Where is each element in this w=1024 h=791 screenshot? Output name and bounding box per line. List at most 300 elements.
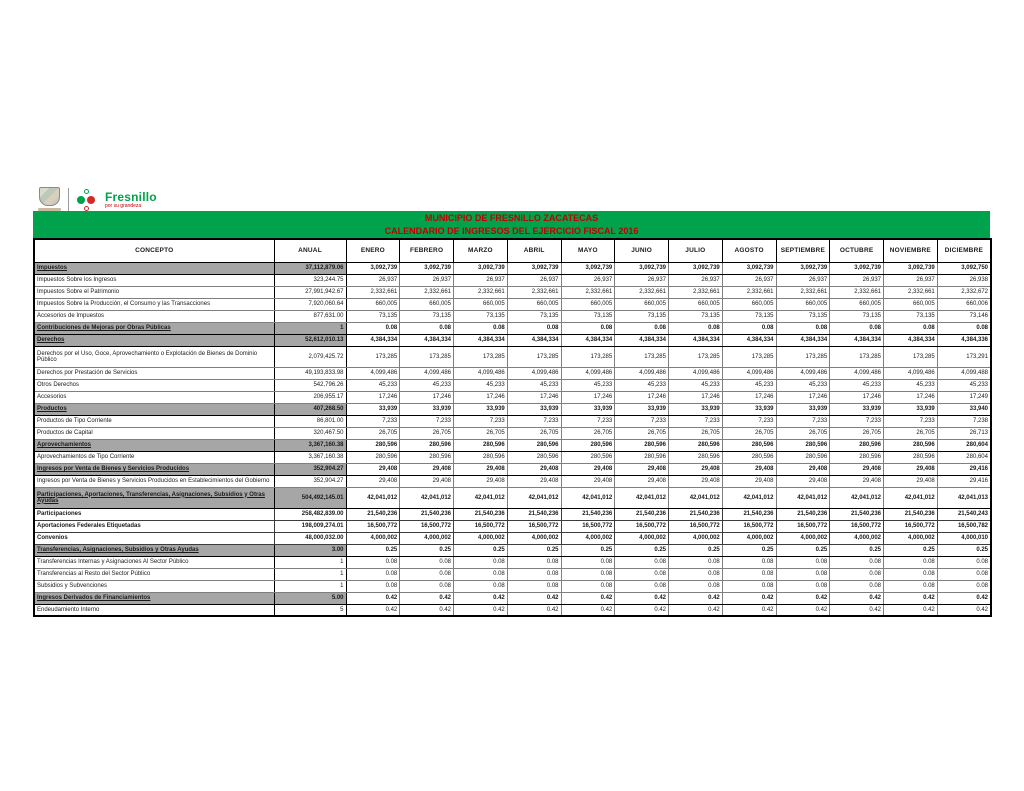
month-cell: 45,233 [830, 379, 884, 391]
month-cell: 21,540,236 [561, 508, 615, 520]
month-cell: 26,937 [884, 274, 938, 286]
fresnillo-dots-icon [76, 188, 98, 212]
month-cell: 0.42 [669, 592, 723, 604]
month-cell: 173,285 [830, 346, 884, 367]
column-header-septiembre: SEPTIEMBRE [776, 239, 830, 262]
concepto-cell: Transferencias Internas y Asignaciones Al Sector Público [34, 556, 274, 568]
month-cell: 42,041,012 [776, 487, 830, 508]
month-cell: 21,540,236 [346, 508, 400, 520]
month-cell: 3,092,739 [507, 262, 561, 274]
table-row [34, 592, 991, 604]
anual-cell: 352,904.27 [274, 463, 346, 475]
month-cell: 173,285 [722, 346, 776, 367]
month-cell: 0.42 [937, 592, 991, 604]
month-cell: 0.42 [669, 604, 723, 616]
month-cell: 26,705 [346, 427, 400, 439]
ingresos-table-wrapper [33, 238, 990, 617]
concepto-cell: Impuestos Sobre el Patrimonio [34, 286, 274, 298]
month-cell: 16,500,772 [669, 520, 723, 532]
month-cell: 280,596 [776, 451, 830, 463]
concepto-cell: Impuestos [34, 262, 274, 274]
month-cell: 4,099,486 [615, 367, 669, 379]
month-cell: 280,596 [722, 451, 776, 463]
column-header-noviembre: NOVIEMBRE [884, 239, 938, 262]
month-cell: 26,937 [346, 274, 400, 286]
logo-divider [68, 188, 69, 212]
column-header-diciembre: DICIEMBRE [937, 239, 991, 262]
month-cell: 0.08 [400, 556, 454, 568]
month-cell: 16,500,772 [507, 520, 561, 532]
month-cell: 26,937 [561, 274, 615, 286]
month-cell: 0.42 [722, 604, 776, 616]
month-cell: 0.25 [669, 544, 723, 556]
month-cell: 0.08 [776, 568, 830, 580]
month-cell: 0.42 [615, 592, 669, 604]
ingresos-table [33, 238, 992, 617]
month-cell: 16,500,782 [937, 520, 991, 532]
month-cell: 45,233 [346, 379, 400, 391]
concepto-cell: Ingresos por Venta de Bienes y Servicios Producidos en Establecimientos del Gobierno [34, 475, 274, 487]
month-cell: 73,135 [884, 310, 938, 322]
month-cell: 26,705 [830, 427, 884, 439]
month-cell: 4,099,486 [722, 367, 776, 379]
month-cell: 17,246 [561, 391, 615, 403]
anual-cell: 52,612,010.13 [274, 334, 346, 346]
month-cell: 7,233 [722, 415, 776, 427]
month-cell: 7,233 [561, 415, 615, 427]
month-cell: 0.25 [346, 544, 400, 556]
month-cell: 0.08 [884, 580, 938, 592]
month-cell: 0.08 [669, 580, 723, 592]
month-cell: 33,939 [884, 403, 938, 415]
column-header-mayo: MAYO [561, 239, 615, 262]
month-cell: 0.25 [937, 544, 991, 556]
month-cell: 660,005 [561, 298, 615, 310]
month-cell: 29,408 [722, 463, 776, 475]
month-cell: 33,939 [615, 403, 669, 415]
month-cell: 73,135 [507, 310, 561, 322]
month-cell: 3,092,739 [776, 262, 830, 274]
month-cell: 73,135 [615, 310, 669, 322]
month-cell: 280,596 [669, 451, 723, 463]
month-cell: 0.42 [615, 604, 669, 616]
anual-cell: 198,009,274.01 [274, 520, 346, 532]
month-cell: 280,596 [507, 451, 561, 463]
month-cell: 26,938 [937, 274, 991, 286]
concepto-cell: Otros Derechos [34, 379, 274, 391]
month-cell: 0.08 [346, 568, 400, 580]
month-cell: 660,005 [669, 298, 723, 310]
month-cell: 660,005 [776, 298, 830, 310]
month-cell: 0.08 [507, 556, 561, 568]
month-cell: 4,384,334 [830, 334, 884, 346]
month-cell: 0.42 [507, 604, 561, 616]
month-cell: 33,939 [722, 403, 776, 415]
anual-cell: 5 [274, 604, 346, 616]
month-cell: 4,000,002 [454, 532, 508, 544]
month-cell: 4,000,002 [507, 532, 561, 544]
month-cell: 73,135 [346, 310, 400, 322]
month-cell: 29,408 [454, 463, 508, 475]
month-cell: 7,238 [937, 415, 991, 427]
month-cell: 42,041,012 [884, 487, 938, 508]
month-cell: 73,135 [669, 310, 723, 322]
anual-cell: 504,492,145.01 [274, 487, 346, 508]
concepto-cell: Transferencias, Asignaciones, Subsidios y Otras Ayudas [34, 544, 274, 556]
month-cell: 73,135 [454, 310, 508, 322]
anual-cell: 1 [274, 556, 346, 568]
month-cell: 17,249 [937, 391, 991, 403]
month-cell: 0.42 [454, 604, 508, 616]
month-cell: 0.08 [776, 322, 830, 334]
month-cell: 17,246 [615, 391, 669, 403]
month-cell: 0.08 [937, 580, 991, 592]
month-cell: 29,408 [669, 475, 723, 487]
month-cell: 26,937 [454, 274, 508, 286]
month-cell: 29,408 [776, 463, 830, 475]
month-cell: 29,408 [346, 475, 400, 487]
month-cell: 73,135 [830, 310, 884, 322]
title-line-2: CALENDARIO DE INGRESOS DEL EJERCICIO FISCAL 2016 [384, 226, 639, 236]
month-cell: 3,092,739 [346, 262, 400, 274]
month-cell: 45,233 [776, 379, 830, 391]
month-cell: 0.25 [454, 544, 508, 556]
anual-cell: 206,955.17 [274, 391, 346, 403]
month-cell: 2,332,661 [346, 286, 400, 298]
month-cell: 4,099,486 [346, 367, 400, 379]
month-cell: 4,099,486 [400, 367, 454, 379]
concepto-cell: Ingresos por Venta de Bienes y Servicios Producidos [34, 463, 274, 475]
month-cell: 7,233 [346, 415, 400, 427]
month-cell: 21,540,236 [615, 508, 669, 520]
month-cell: 4,000,002 [830, 532, 884, 544]
table-row [34, 580, 991, 592]
column-header-agosto: AGOSTO [722, 239, 776, 262]
month-cell: 280,596 [615, 439, 669, 451]
concepto-cell: Derechos por el Uso, Goce, Aprovechamiento o Explotación de Bienes de Dominio Público [34, 346, 274, 367]
month-cell: 21,540,236 [400, 508, 454, 520]
month-cell: 29,408 [400, 463, 454, 475]
column-header-octubre: OCTUBRE [830, 239, 884, 262]
month-cell: 17,246 [884, 391, 938, 403]
month-cell: 73,135 [400, 310, 454, 322]
month-cell: 0.42 [830, 592, 884, 604]
anual-cell: 542,796.26 [274, 379, 346, 391]
month-cell: 42,041,012 [454, 487, 508, 508]
table-row [34, 367, 991, 379]
month-cell: 26,937 [615, 274, 669, 286]
concepto-cell: Derechos [34, 334, 274, 346]
month-cell: 2,332,661 [669, 286, 723, 298]
month-cell: 3,092,739 [561, 262, 615, 274]
month-cell: 0.08 [830, 568, 884, 580]
month-cell: 42,041,012 [561, 487, 615, 508]
table-header-row [34, 239, 991, 262]
month-cell: 29,416 [937, 475, 991, 487]
month-cell: 7,233 [400, 415, 454, 427]
month-cell: 4,384,334 [454, 334, 508, 346]
month-cell: 0.08 [722, 322, 776, 334]
month-cell: 0.08 [561, 568, 615, 580]
month-cell: 0.08 [669, 322, 723, 334]
table-row [34, 532, 991, 544]
month-cell: 660,006 [937, 298, 991, 310]
month-cell: 21,540,236 [722, 508, 776, 520]
table-row [34, 604, 991, 616]
month-cell: 3,092,739 [615, 262, 669, 274]
month-cell: 33,939 [669, 403, 723, 415]
brand-text [105, 191, 157, 209]
title-line-1: MUNICIPIO DE FRESNILLO ZACATECAS [424, 213, 599, 223]
month-cell: 2,332,661 [884, 286, 938, 298]
month-cell: 0.42 [400, 604, 454, 616]
month-cell: 45,233 [884, 379, 938, 391]
month-cell: 0.08 [884, 568, 938, 580]
concepto-cell: Productos de Tipo Corriente [34, 415, 274, 427]
month-cell: 7,233 [507, 415, 561, 427]
column-header-anual: ANUAL [274, 239, 346, 262]
table-row [34, 487, 991, 508]
month-cell: 0.25 [561, 544, 615, 556]
month-cell: 0.42 [830, 604, 884, 616]
anual-cell: 323,244.75 [274, 274, 346, 286]
month-cell: 33,939 [507, 403, 561, 415]
month-cell: 660,005 [507, 298, 561, 310]
month-cell: 280,596 [615, 451, 669, 463]
month-cell: 42,041,012 [507, 487, 561, 508]
month-cell: 17,246 [830, 391, 884, 403]
month-cell: 4,099,486 [507, 367, 561, 379]
month-cell: 42,041,012 [830, 487, 884, 508]
month-cell: 45,233 [507, 379, 561, 391]
column-header-concepto: CONCEPTO [34, 239, 274, 262]
month-cell: 0.42 [722, 592, 776, 604]
month-cell: 4,000,002 [776, 532, 830, 544]
month-cell: 16,500,772 [722, 520, 776, 532]
month-cell: 7,233 [615, 415, 669, 427]
month-cell: 45,233 [561, 379, 615, 391]
month-cell: 73,135 [561, 310, 615, 322]
concepto-cell: Participaciones [34, 508, 274, 520]
column-header-marzo: MARZO [454, 239, 508, 262]
month-cell: 0.08 [507, 322, 561, 334]
table-row [34, 379, 991, 391]
anual-cell: 258,482,839.00 [274, 508, 346, 520]
month-cell: 0.08 [346, 580, 400, 592]
month-cell: 0.25 [830, 544, 884, 556]
month-cell: 26,937 [400, 274, 454, 286]
month-cell: 3,092,739 [669, 262, 723, 274]
month-cell: 26,705 [722, 427, 776, 439]
month-cell: 29,408 [561, 463, 615, 475]
month-cell: 0.08 [937, 556, 991, 568]
month-cell: 29,408 [776, 475, 830, 487]
anual-cell: 877,631.00 [274, 310, 346, 322]
concepto-cell: Accesorios de Impuestos [34, 310, 274, 322]
month-cell: 17,246 [400, 391, 454, 403]
month-cell: 0.42 [776, 592, 830, 604]
month-cell: 0.08 [830, 556, 884, 568]
table-row [34, 274, 991, 286]
month-cell: 7,233 [776, 415, 830, 427]
month-cell: 280,596 [400, 439, 454, 451]
month-cell: 0.08 [722, 556, 776, 568]
month-cell: 3,092,739 [722, 262, 776, 274]
table-row [34, 346, 991, 367]
month-cell: 45,233 [937, 379, 991, 391]
month-cell: 280,596 [830, 451, 884, 463]
table-row [34, 451, 991, 463]
month-cell: 0.08 [400, 322, 454, 334]
month-cell: 29,408 [884, 463, 938, 475]
month-cell: 42,041,012 [615, 487, 669, 508]
month-cell: 0.08 [776, 556, 830, 568]
month-cell: 660,005 [400, 298, 454, 310]
month-cell: 0.08 [561, 322, 615, 334]
month-cell: 16,500,772 [776, 520, 830, 532]
month-cell: 0.42 [346, 592, 400, 604]
month-cell: 0.08 [400, 568, 454, 580]
month-cell: 16,500,772 [884, 520, 938, 532]
month-cell: 26,705 [669, 427, 723, 439]
anual-cell: 1 [274, 580, 346, 592]
month-cell: 4,000,010 [937, 532, 991, 544]
month-cell: 33,939 [346, 403, 400, 415]
month-cell: 4,384,334 [346, 334, 400, 346]
month-cell: 29,408 [722, 475, 776, 487]
anual-cell: 352,904.27 [274, 475, 346, 487]
month-cell: 45,233 [722, 379, 776, 391]
concepto-cell: Endeudamiento Interno [34, 604, 274, 616]
anual-cell: 86,801.00 [274, 415, 346, 427]
anual-cell: 3,367,160.38 [274, 451, 346, 463]
month-cell: 42,041,012 [722, 487, 776, 508]
month-cell: 0.08 [830, 580, 884, 592]
column-header-julio: JULIO [669, 239, 723, 262]
month-cell: 0.25 [884, 544, 938, 556]
municipal-crest-icon [38, 187, 61, 213]
month-cell: 26,705 [400, 427, 454, 439]
table-row [34, 262, 991, 274]
month-cell: 173,285 [776, 346, 830, 367]
month-cell: 4,000,002 [669, 532, 723, 544]
month-cell: 0.25 [400, 544, 454, 556]
column-header-enero: ENERO [346, 239, 400, 262]
table-row [34, 439, 991, 451]
month-cell: 0.42 [507, 592, 561, 604]
month-cell: 0.08 [669, 568, 723, 580]
month-cell: 280,596 [830, 439, 884, 451]
month-cell: 21,540,236 [884, 508, 938, 520]
month-cell: 660,005 [346, 298, 400, 310]
concepto-cell: Aportaciones Federales Etiquetadas [34, 520, 274, 532]
month-cell: 173,291 [937, 346, 991, 367]
month-cell: 26,937 [830, 274, 884, 286]
month-cell: 280,596 [454, 451, 508, 463]
month-cell: 42,041,013 [937, 487, 991, 508]
month-cell: 7,233 [669, 415, 723, 427]
month-cell: 0.42 [454, 592, 508, 604]
month-cell: 26,705 [615, 427, 669, 439]
month-cell: 0.08 [937, 322, 991, 334]
month-cell: 173,285 [507, 346, 561, 367]
month-cell: 4,384,334 [722, 334, 776, 346]
month-cell: 0.25 [507, 544, 561, 556]
table-row [34, 286, 991, 298]
month-cell: 2,332,661 [454, 286, 508, 298]
month-cell: 29,408 [400, 475, 454, 487]
concepto-cell: Convenios [34, 532, 274, 544]
month-cell: 3,092,750 [937, 262, 991, 274]
table-row [34, 415, 991, 427]
anual-cell: 3.00 [274, 544, 346, 556]
month-cell: 0.08 [884, 556, 938, 568]
month-cell: 4,000,002 [615, 532, 669, 544]
month-cell: 4,000,002 [561, 532, 615, 544]
column-header-junio: JUNIO [615, 239, 669, 262]
month-cell: 660,005 [884, 298, 938, 310]
month-cell: 7,233 [884, 415, 938, 427]
table-row [34, 427, 991, 439]
month-cell: 173,285 [884, 346, 938, 367]
month-cell: 173,285 [346, 346, 400, 367]
month-cell: 280,596 [346, 439, 400, 451]
month-cell: 280,596 [669, 439, 723, 451]
anual-cell: 37,112,879.06 [274, 262, 346, 274]
anual-cell: 5.00 [274, 592, 346, 604]
month-cell: 29,408 [830, 475, 884, 487]
month-cell: 16,500,772 [561, 520, 615, 532]
month-cell: 17,246 [346, 391, 400, 403]
month-cell: 4,099,486 [776, 367, 830, 379]
month-cell: 0.08 [561, 580, 615, 592]
month-cell: 173,285 [400, 346, 454, 367]
table-row [34, 508, 991, 520]
month-cell: 73,135 [722, 310, 776, 322]
month-cell: 0.08 [615, 568, 669, 580]
month-cell: 4,000,002 [400, 532, 454, 544]
table-row [34, 556, 991, 568]
anual-cell: 1 [274, 322, 346, 334]
month-cell: 280,596 [884, 439, 938, 451]
month-cell: 4,099,486 [561, 367, 615, 379]
month-cell: 45,233 [454, 379, 508, 391]
month-cell: 3,092,739 [454, 262, 508, 274]
table-row [34, 403, 991, 415]
table-row [34, 520, 991, 532]
month-cell: 29,408 [615, 463, 669, 475]
concepto-cell: Participaciones, Aportaciones, Transferencias, Asignaciones, Subsidios y Otras Ayudas [34, 487, 274, 508]
month-cell: 4,384,334 [507, 334, 561, 346]
month-cell: 280,596 [346, 451, 400, 463]
month-cell: 2,332,661 [615, 286, 669, 298]
month-cell: 2,332,661 [561, 286, 615, 298]
month-cell: 29,408 [454, 475, 508, 487]
month-cell: 17,246 [669, 391, 723, 403]
month-cell: 173,285 [561, 346, 615, 367]
month-cell: 45,233 [615, 379, 669, 391]
month-cell: 173,285 [454, 346, 508, 367]
anual-cell: 2,079,425.72 [274, 346, 346, 367]
month-cell: 42,041,012 [346, 487, 400, 508]
month-cell: 4,384,334 [776, 334, 830, 346]
month-cell: 3,092,739 [830, 262, 884, 274]
month-cell: 4,099,486 [884, 367, 938, 379]
anual-cell: 27,991,942.67 [274, 286, 346, 298]
table-row [34, 475, 991, 487]
month-cell: 73,146 [937, 310, 991, 322]
month-cell: 0.25 [776, 544, 830, 556]
